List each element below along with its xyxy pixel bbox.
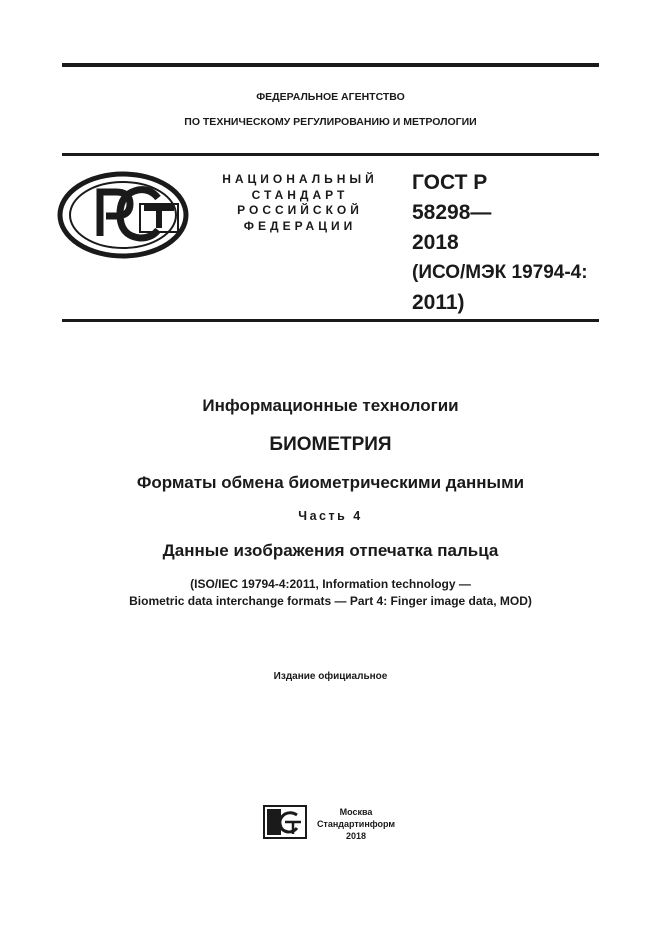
standard-type-line-1: НАЦИОНАЛЬНЫЙ [222,172,378,186]
standard-type-line-3: РОССИЙСКОЙ [237,203,363,217]
standard-type [214,172,386,234]
standard-designation [412,168,598,318]
standard-type-line-2: СТАНДАРТ [251,187,349,202]
title-sub: Форматы обмена биометрическими данными [136,473,525,492]
designation-line-5: 2011) [412,291,465,314]
top-rule [62,63,599,67]
publisher-name: Стандартинформ [316,819,396,829]
title-part-name: Данные изображения отпечатка пальца [162,541,499,560]
designation-line-1: ГОСТ Р [412,171,488,194]
title-part: Часть 4 [298,509,363,523]
designation-line-4: (ИСО/МЭК 19794-4: [412,262,588,283]
iso-reference-line-1: (ISO/IEC 19794-4:2011, Information technology — [190,577,471,591]
publisher-year: 2018 [345,831,367,841]
title-topic: Информационные технологии [202,396,459,415]
edition-label: Издание официальное [273,671,388,682]
designation-line-2: 58298— [412,201,492,224]
block-rule [62,319,599,322]
header-rule [62,153,599,156]
agency-line-2: ПО ТЕХНИЧЕСКОМУ РЕГУЛИРОВАНИЮ И МЕТРОЛОГИИ [184,116,477,128]
iso-reference-line-2: Biometric data interchange formats — Part 4: Finger image data, MOD) [129,594,532,608]
publisher-info [306,806,406,842]
title-main: БИОМЕТРИЯ [269,434,392,455]
agency-line-1: ФЕДЕРАЛЬНОЕ АГЕНТСТВО [256,91,405,103]
standard-type-line-4: ФЕДЕРАЦИИ [243,218,357,233]
publisher-city: Москва [339,807,373,817]
designation-line-3: 2018 [412,231,459,254]
gost-r-mark-icon [56,170,196,260]
standartinform-logo-icon [263,805,307,839]
